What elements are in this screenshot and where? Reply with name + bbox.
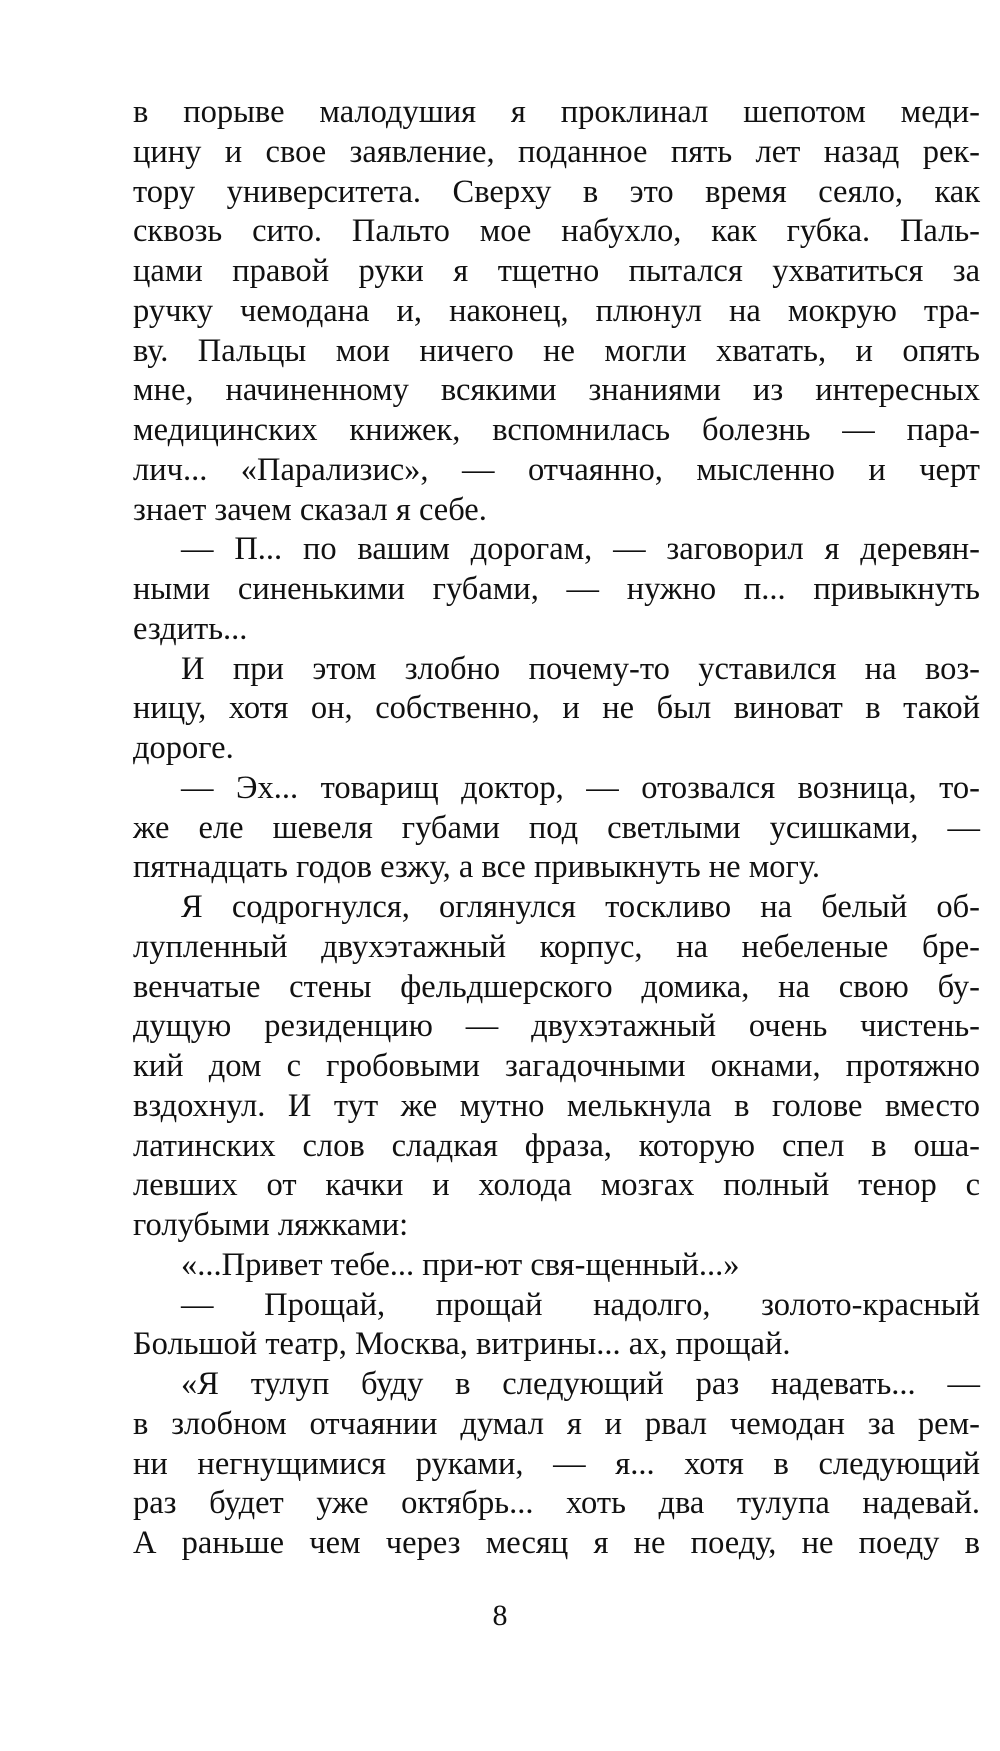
text-line: ездить... (133, 610, 248, 647)
text-line: пятнадцать годов езжу, а все привыкнуть не могу. (133, 849, 820, 886)
text-line: ницу, хотя он, собственно, и не был виноват в такой (133, 690, 980, 727)
text-line: «Я тулуп буду в следующий раз надевать... — (181, 1366, 980, 1402)
text-line: — Эх... товарищ доктор, — отозвался возница, то- (181, 769, 980, 806)
text-line: цину и свое заявление, поданное пять лет назад рек- (133, 133, 980, 170)
text-line: ными синенькими губами, — нужно п... привыкнуть (133, 571, 980, 607)
text-line: лич... «Парализис», — отчаянно, мысленно и черт (133, 451, 980, 488)
text-line: знает зачем сказал я себе. (133, 491, 487, 528)
text-line: дороге. (133, 730, 234, 766)
text-line: тору университета. Сверху в это время сеяло, как (133, 173, 980, 210)
text-line: А раньше чем через месяц я не поеду, не поеду в (133, 1525, 980, 1561)
text-line: мне, начиненному всякими знаниями из интересных (133, 372, 980, 409)
text-line: ву. Пальцы мои ничего не могли хватать, и опять (133, 332, 980, 369)
text-line: в злобном отчаянии думал я и рвал чемодан за рем- (133, 1405, 980, 1442)
text-line: медицинских книжек, вспомнилась болезнь — пара- (133, 412, 980, 448)
text-line: раз будет уже октябрь... хоть два тулупа надевай. (133, 1485, 980, 1522)
text-line: в порыве малодушия я проклинал шепотом меди- (133, 94, 980, 130)
text-line: Большой театр, Москва, витрины... ах, прощай. (133, 1326, 791, 1363)
text-line: лупленный двухэтажный корпус, на небеленые бре- (133, 928, 980, 965)
text-line: цами правой руки я тщетно пытался ухватиться за (133, 253, 980, 289)
page-number: 8 (492, 1599, 508, 1632)
text-line: дущую резиденцию — двухэтажный очень чистень- (133, 1008, 980, 1045)
text-line: — П... по вашим дорогам, — заговорил я деревян- (181, 531, 980, 568)
text-line: И при этом злобно почему-то уставился на воз- (181, 650, 980, 687)
body-text (133, 93, 980, 1564)
text-line: же еле шевеля губами под светлыми усишками, — (133, 809, 980, 846)
text-line: вздохнул. И тут же мутно мелькнула в голове вместо (133, 1087, 980, 1124)
text-line: «...Привет тебе... при-ют свя-щенный...» (181, 1246, 740, 1283)
text-line: кий дом с гробовыми загадочными окнами, протяжно (133, 1048, 980, 1084)
text-line: латинских слов сладкая фраза, которую спел в оша- (133, 1127, 980, 1164)
text-line: — Прощай, прощай надолго, золото-красный (181, 1286, 980, 1323)
text-line: ни негнущимися руками, — я... хотя в следующий (133, 1445, 980, 1482)
text-line: левших от качки и холода мозгах полный тенор с (133, 1167, 980, 1204)
text-line: Я содрогнулся, оглянулся тоскливо на белый об- (181, 889, 980, 925)
text-line: ручку чемодана и, наконец, плюнул на мокрую тра- (133, 292, 980, 329)
text-line: венчатые стены фельдшерского домика, на свою бу- (133, 968, 980, 1005)
text-line: сквозь сито. Пальто мое набухло, как губка. Паль- (133, 213, 980, 250)
text-line: голубыми ляжками: (133, 1207, 409, 1243)
